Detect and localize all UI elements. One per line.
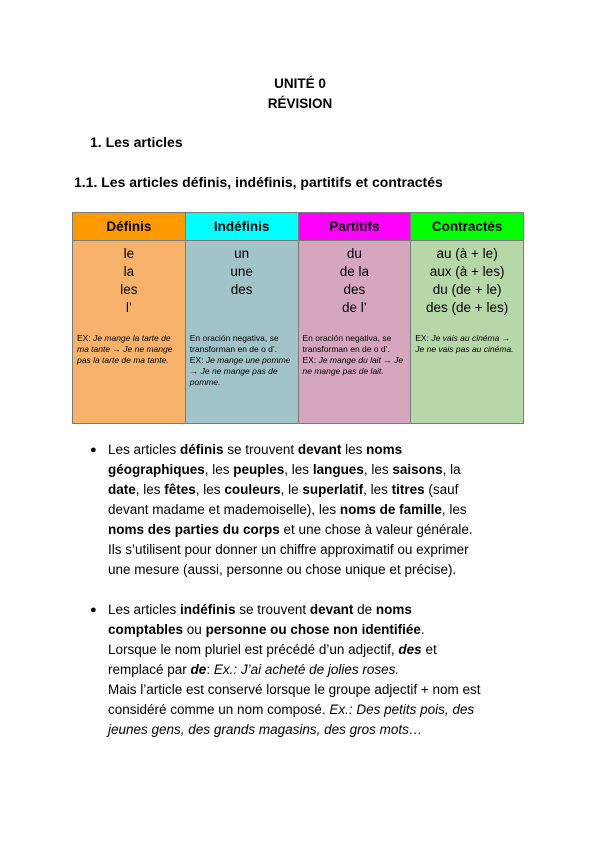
note-ex-label: EX: (302, 355, 319, 365)
form-item: des (343, 282, 366, 297)
text-line: noms des parties du corps et une chose à valeur générale. (108, 522, 473, 537)
text-line: Lorsque le nom pluriel est précédé d’un adjectif, des et (108, 642, 437, 657)
cell-indefinis (185, 241, 298, 424)
note-ex-label: EX: (77, 333, 94, 343)
bullet-dot-icon: ● (90, 604, 97, 616)
forms-partitifs (299, 241, 411, 333)
text-line: Mais l’article est conservé lorsque le groupe adjectif + nom est (108, 682, 481, 697)
cell-partitifs (298, 241, 411, 424)
bullet-indefinis (90, 600, 530, 740)
note-example: Je mange la tarte de ma tante → Je ne mange pas la tarte de ma tante. (77, 333, 173, 365)
forms-indefinis (186, 241, 298, 333)
form-item: au (à + le) (436, 246, 498, 261)
text-line: jeunes gens, des grands magasins, des gros mots… (108, 722, 423, 737)
note-example: Je mange du lait → Je ne mange pas de lait. (302, 355, 404, 376)
text-line: une mesure (aussi, personne ou chose unique et précise). (108, 562, 457, 577)
form-item: le (123, 246, 135, 261)
form-item: des (230, 282, 253, 297)
articles-table (72, 212, 524, 424)
header-partitifs: Partitifs (298, 213, 411, 241)
header-definis: Définis (73, 213, 186, 241)
form-item: une (230, 264, 253, 279)
text-line: Les articles définis se trouvent devant les noms (108, 442, 403, 457)
note-partitifs (299, 333, 411, 377)
title-block (0, 74, 600, 114)
table-body-row (73, 241, 524, 424)
note-negation: En oración negativa, se transforman en de o d’. (189, 333, 279, 354)
bullet-list (90, 440, 530, 760)
note-ex-label: EX: (189, 355, 206, 365)
header-indefinis: Indéfinis (185, 213, 298, 241)
section-heading: 1. Les articles (90, 134, 183, 150)
form-item: un (234, 246, 250, 261)
text-line: date, les fêtes, les couleurs, le superlatif, les titres (sauf (108, 482, 459, 497)
note-indefinis (186, 333, 298, 388)
form-item: du (346, 246, 362, 261)
text-line: Ils s’utilisent pour donner un chiffre approximatif ou exprimer (108, 542, 469, 557)
text-line: Les articles indéfinis se trouvent devant de noms (108, 602, 412, 617)
note-definis (73, 333, 185, 366)
bullet-dot-icon: ● (90, 444, 97, 456)
text-line: comptables ou personne ou chose non identifiée. (108, 622, 425, 637)
form-item: de l’ (341, 300, 367, 315)
note-ex-label: EX: (415, 333, 432, 343)
header-contractes: Contractés (411, 213, 524, 241)
revision-title: RÉVISION (267, 96, 333, 111)
form-item: des (de + les) (426, 300, 509, 315)
text-line: géographiques, les peuples, les langues, les saisons, la (108, 462, 461, 477)
note-contractes (411, 333, 523, 355)
cell-definis (73, 241, 186, 424)
text-line: devant madame et mademoiselle), les noms de famille, les (108, 502, 467, 517)
unit-title: UNITÉ 0 (274, 76, 326, 91)
form-item: les (120, 282, 138, 297)
text-line: considéré comme un nom composé. Ex.: Des petits pois, des (108, 702, 475, 717)
form-item: de la (339, 264, 370, 279)
form-item: aux (à + les) (429, 264, 505, 279)
bullet-definis (90, 440, 530, 580)
form-item: la (123, 264, 135, 279)
note-example: Je vais au cinéma → Je ne vais pas au cinéma. (415, 333, 514, 354)
form-item: l’ (125, 300, 132, 315)
note-negation: En oración negativa, se transforman en de o d’. (302, 333, 392, 354)
form-item: du (de + le) (432, 282, 502, 297)
note-example: Je mange une pomme → Je ne mange pas de pomme. (189, 355, 291, 387)
cell-contractes (411, 241, 524, 424)
text-line: remplacé par de: Ex.: J’ai acheté de jolies roses. (108, 662, 400, 677)
forms-definis (73, 241, 185, 333)
subsection-heading: 1.1. Les articles définis, indéfinis, partitifs et contractés (74, 174, 443, 190)
forms-contractes (411, 241, 523, 333)
table-header-row (73, 213, 524, 241)
